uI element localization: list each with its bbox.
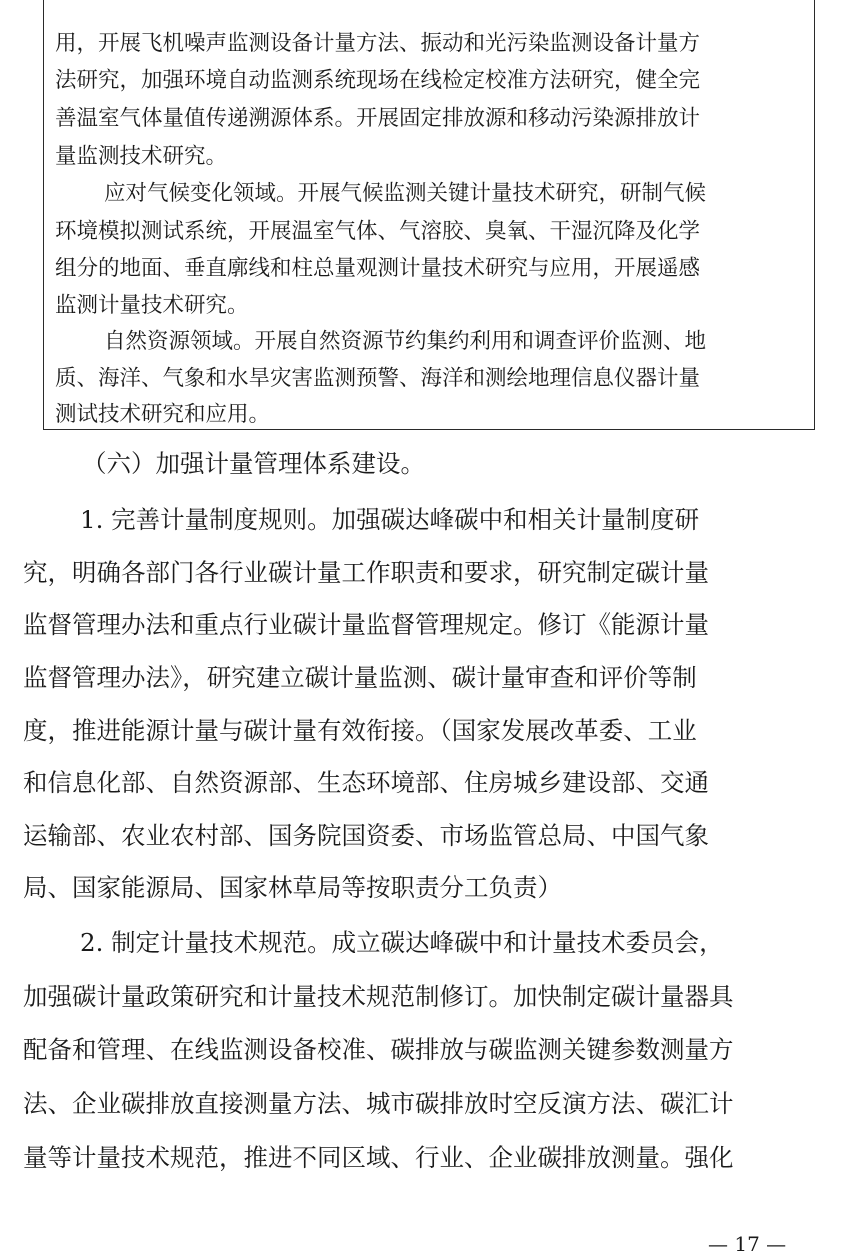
- paragraph-line: 局、国家能源局、国家林草局等按职责分工负责）: [23, 873, 562, 902]
- box-line: 自然资源领域。开展自然资源节约集约利用和调查评价监测、地: [104, 329, 707, 354]
- box-line: 善温室气体量值传递溯源体系。开展固定排放源和移动污染源排放计: [55, 106, 701, 131]
- paragraph-line: 2. 制定计量技术规范。成立碳达峰碳中和计量技术委员会，: [80, 928, 724, 957]
- page-number: — 17 —: [708, 1232, 787, 1256]
- paragraph-line: 量等计量技术规范，推进不同区域、行业、企业碳排放测量。强化: [23, 1143, 734, 1172]
- box-line: 质、海洋、气象和水旱灾害监测预警、海洋和测绘地理信息仪器计量: [55, 366, 701, 391]
- box-line: 量监测技术研究。: [55, 144, 228, 169]
- paragraph-line: 运输部、农业农村部、国务院国资委、市场监管总局、中国气象: [23, 821, 709, 850]
- paragraph-line: 法、企业碳排放直接测量方法、城市碳排放时空反演方法、碳汇计: [23, 1089, 734, 1118]
- paragraph-line: 和信息化部、自然资源部、生态环境部、住房城乡建设部、交通: [23, 768, 709, 797]
- section-heading: （六）加强计量管理体系建设。: [82, 449, 425, 478]
- box-line: 用，开展飞机噪声监测设备计量方法、振动和光污染监测设备计量方: [55, 31, 701, 56]
- paragraph-line: 监督管理办法》，研究建立碳计量监测、碳计量审查和评价等制: [23, 663, 697, 692]
- paragraph-line: 究，明确各部门各行业碳计量工作职责和要求，研究制定碳计量: [23, 558, 709, 587]
- paragraph-line: 度，推进能源计量与碳计量有效衔接。（国家发展改革委、工业: [23, 716, 697, 745]
- box-line: 监测计量技术研究。: [55, 293, 249, 318]
- box-line: 环境模拟测试系统，开展温室气体、气溶胶、臭氧、干湿沉降及化学: [55, 219, 701, 244]
- box-line: 法研究，加强环境自动监测系统现场在线检定校准方法研究，健全完: [55, 68, 701, 93]
- paragraph-line: 1. 完善计量制度规则。加强碳达峰碳中和相关计量制度研: [80, 505, 700, 534]
- paragraph-line: 监督管理办法和重点行业碳计量监督管理规定。修订《能源计量: [23, 610, 709, 639]
- paragraph-line: 加强碳计量政策研究和计量技术规范制修订。加快制定碳计量器具: [23, 982, 734, 1011]
- box-line: 组分的地面、垂直廓线和柱总量观测计量技术研究与应用，开展遥感: [55, 256, 701, 281]
- paragraph-line: 配备和管理、在线监测设备校准、碳排放与碳监测关键参数测量方: [23, 1035, 734, 1064]
- box-line: 测试技术研究和应用。: [55, 402, 271, 427]
- box-line: 应对气候变化领域。开展气候监测关键计量技术研究，研制气候: [104, 181, 707, 206]
